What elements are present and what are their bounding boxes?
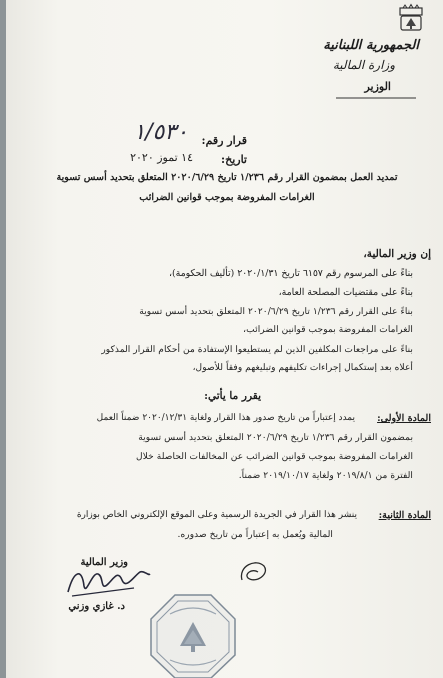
article2-line1: ينشر هذا القرار في الجريدة الرسمية وعلى الموقع الإلكتروني الخاص بوزارة (76, 510, 357, 520)
letterhead-minister: الوزير (364, 80, 391, 93)
opening-line: إن وزير المالية، (363, 248, 431, 260)
document-page (6, 0, 443, 678)
decision-number-label: قرار رقم: (201, 134, 247, 147)
decision-number-value: ١/٥٣٠ (133, 120, 188, 145)
signature-title: وزير المالية (80, 557, 128, 568)
recital-4a: بناءً على مراجعات المكلفين الذين لم يستطيعوا الإستفادة من أحكام القرار المذكور (101, 344, 413, 355)
recital-3b: الغرامات المفروضة بموجب قوانين الضرائب، (243, 324, 413, 335)
letterhead-ministry: وزارة المالية (332, 58, 395, 72)
official-stamp (148, 592, 238, 678)
signature-name: د. غازي وزني (68, 601, 125, 612)
decision-date-value: ١٤ تموز ٢٠٢٠ (130, 151, 193, 164)
article1-line2: بمضمون القرار رقم ١/٢٣٦ تاريخ ٢٠٢٠/٦/٢٩ المتعلق بتحديد أسس تسوية (138, 432, 413, 443)
letterhead-republic: الجمهورية اللبنانية (323, 38, 419, 53)
handwritten-signature (64, 562, 154, 602)
decision-date-label: تاريخ: (221, 153, 247, 166)
letterhead-underline (336, 97, 416, 101)
cedar-emblem-icon (396, 4, 426, 34)
article1-line4: الفترة من ٢٠١٩/٨/١ ولغاية ٢٠١٩/١٠/١٧ ضمناً. (238, 470, 413, 481)
article2-label: المادة الثانية: (378, 510, 431, 521)
article1-label: المادة الأولى: (377, 413, 431, 424)
document-title-line1: تمديد العمل بمضمون القرار رقم ١/٢٣٦ تاريخ ٢٠٢٠/٦/٢٩ المتعلق بتحديد أسس تسوية (56, 172, 398, 183)
article1-line3: الغرامات المفروضة بموجب قوانين الضرائب عن المخالفات الحاصلة خلال (136, 451, 413, 462)
document-title-line2: الغرامات المفروضة بموجب قوانين الضرائب (139, 192, 315, 203)
decides-heading: يقرر ما يأتي: (204, 390, 261, 402)
article2-line2: المالية ويُعمل به إعتباراً من تاريخ صدوره. (177, 529, 333, 540)
recital-4b: أعلاه بعد إستكمال إجراءات تكليفهم وتبليغهم وفقاً للأصول، (192, 362, 413, 373)
initials-scribble (236, 556, 270, 586)
recital-1: بناءً على المرسوم رقم ٦١٥٧ تاريخ ٢٠٢٠/١/٣١ (تأليف الحكومة)، (169, 268, 413, 279)
recital-2: بناءً على مقتضيات المصلحة العامة، (278, 287, 413, 298)
article1-line1: يمدد إعتباراً من تاريخ صدور هذا القرار ولغاية ٢٠٢٠/١٢/٣١ ضمناً العمل (96, 413, 355, 423)
recital-3a: بناءً على القرار رقم ١/٢٣٦ تاريخ ٢٠٢٠/٦/٢٩ المتعلق بتحديد أسس تسوية (139, 306, 413, 317)
